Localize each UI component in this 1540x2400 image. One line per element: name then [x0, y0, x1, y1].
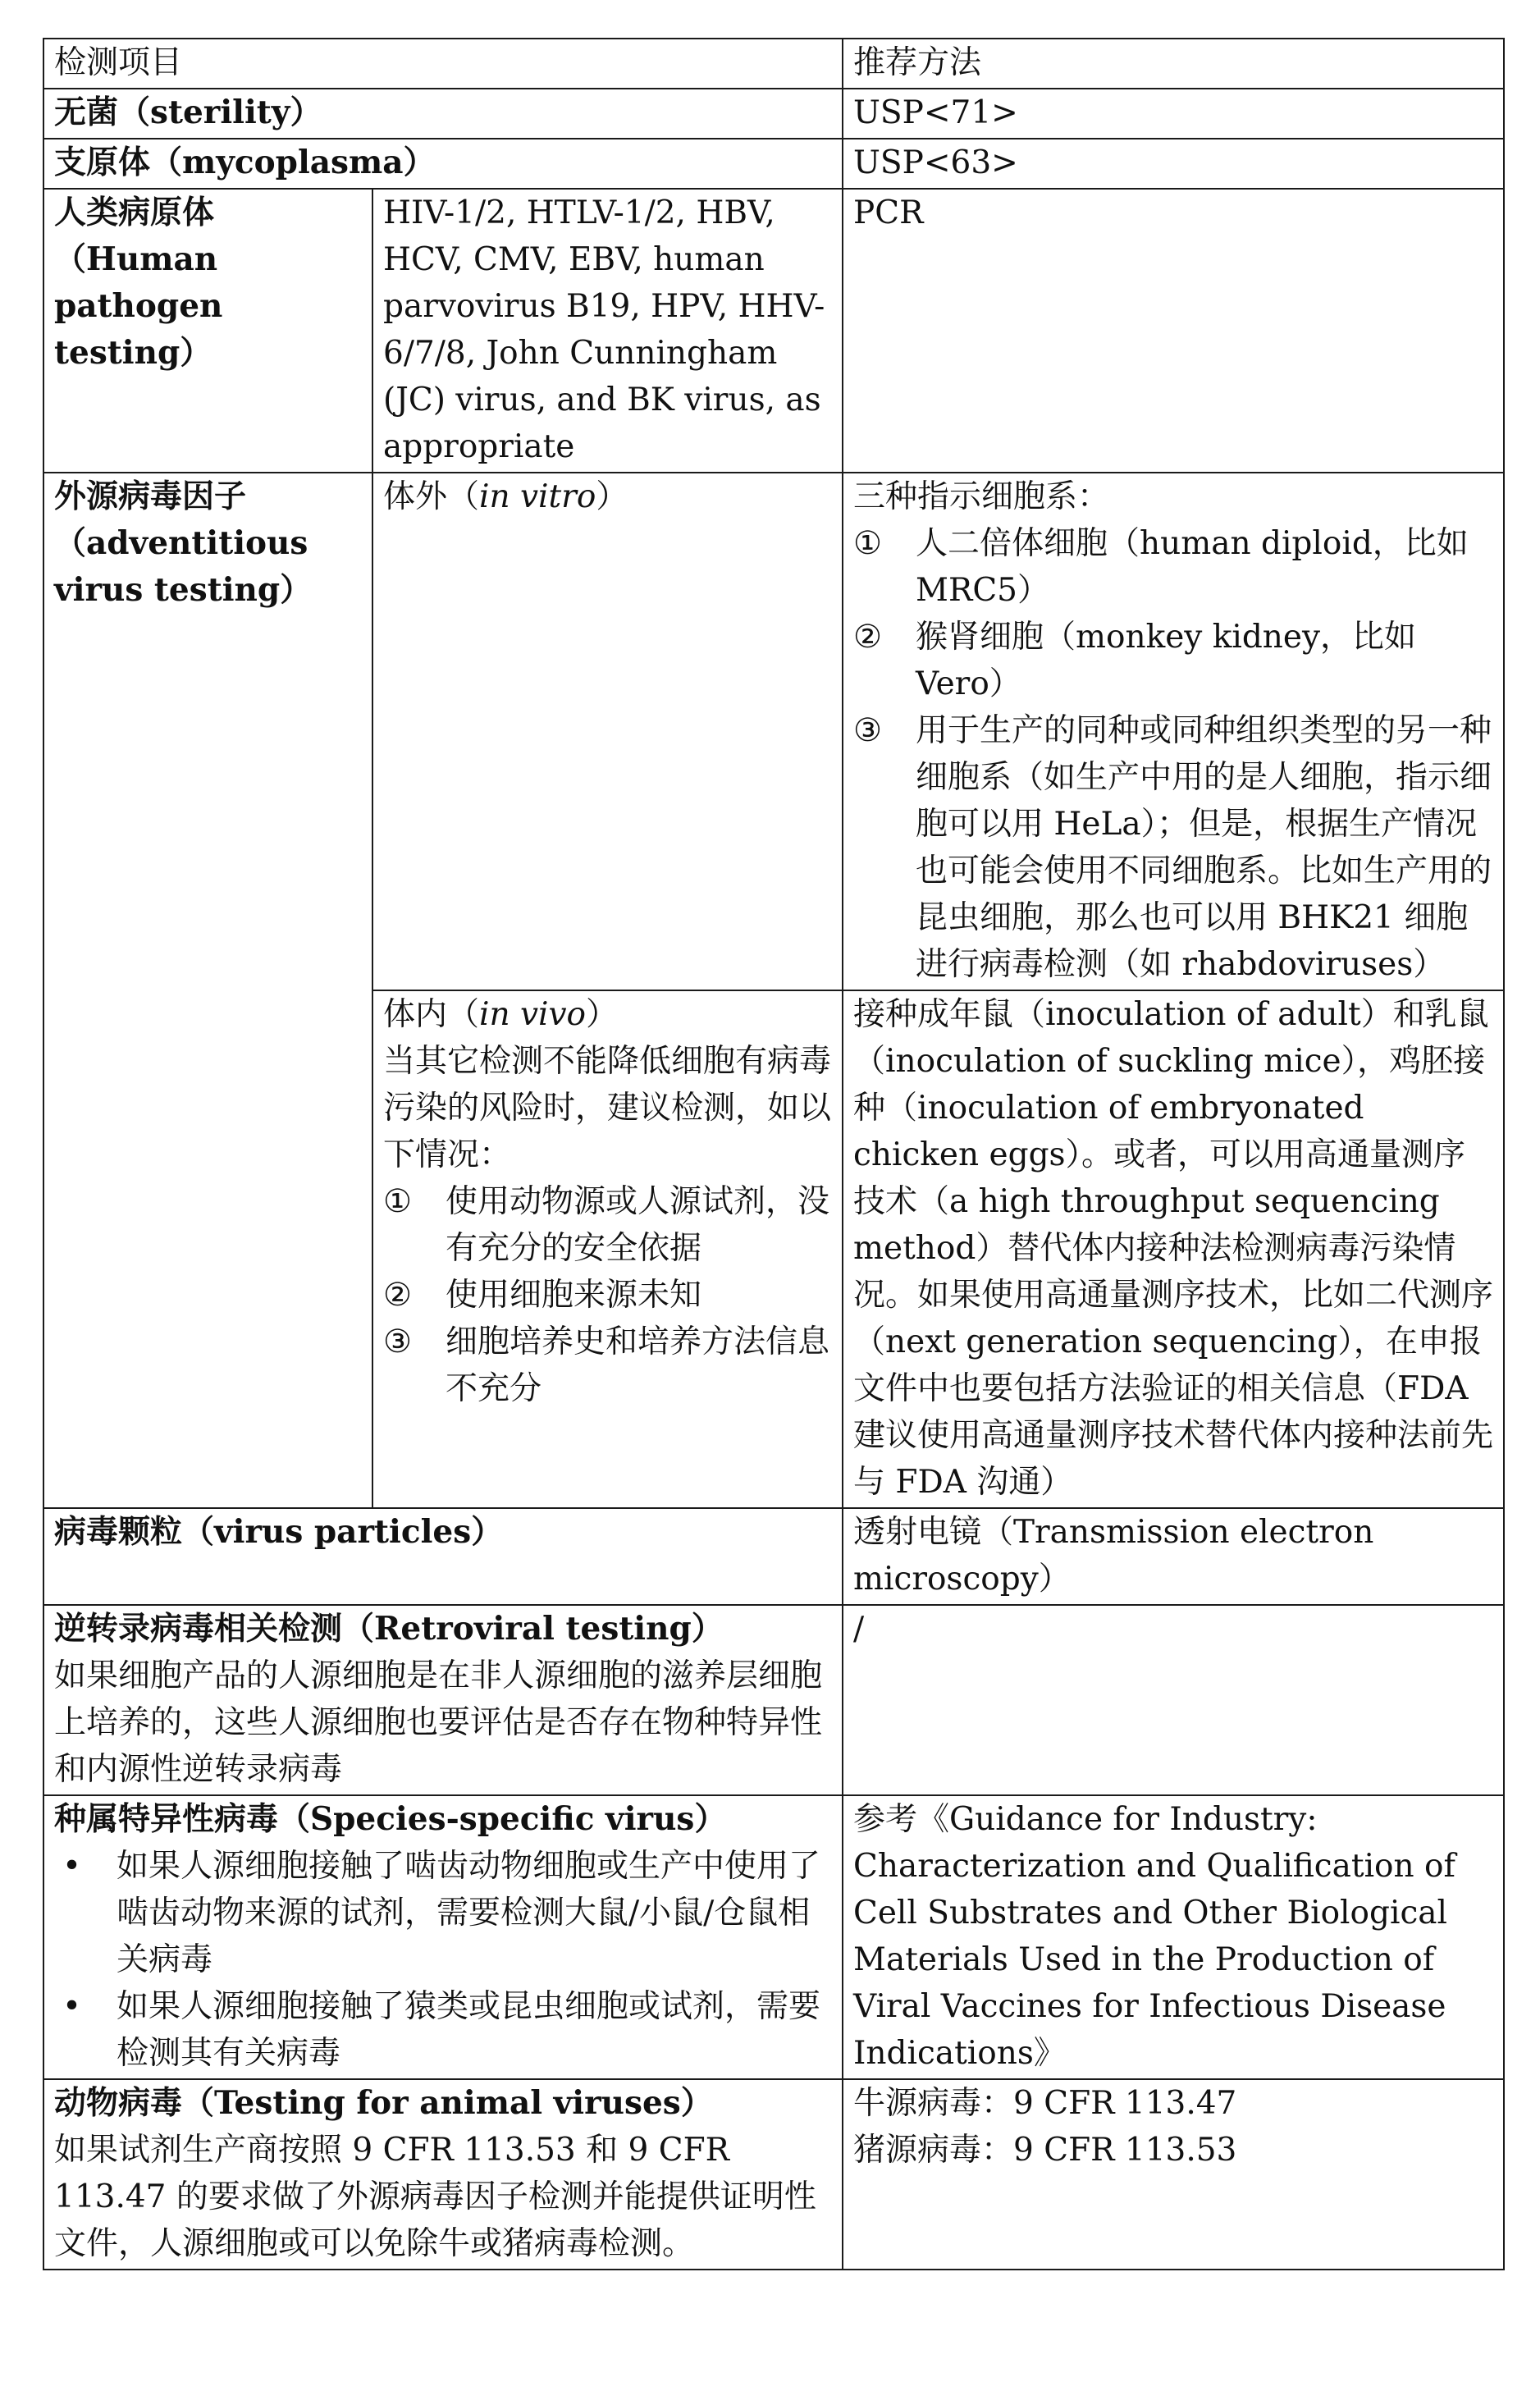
header-item-cell: 检测项目 — [43, 39, 843, 89]
human-pathogen-method-cell: PCR — [843, 189, 1504, 473]
in-vivo-note: 当其它检测不能降低细胞有病毒污染的风险时，建议检测，如以下情况： — [383, 1043, 832, 1173]
porcine-virus-method: 猪源病毒：9 CFR 113.53 — [853, 2132, 1237, 2169]
list-item — [853, 520, 1493, 614]
in-vivo-method-cell: 接种成年鼠（inoculation of adult）和乳鼠（inoculation of suckling mice），鸡胚接种（inoculation of embryonated chicken eggs）。或者，可以用高通量测序技术（a high throughput sequencing method）替代体内接种法检测病毒污染情况。如果使用高通量测序技术，比如二代测序（next generation sequencing），在申报文件中也要包括方法验证的相关信息（FDA 建议使用高通量测序技术替代体内接种法前先与 FDA 沟通） — [843, 990, 1504, 1508]
in-vivo-label-suffix: ） — [586, 996, 619, 1033]
table-row-animal-viruses — [43, 2079, 1504, 2270]
list-item-text: 人二倍体细胞（human diploid，比如 MRC5） — [916, 525, 1469, 609]
table-row-human-pathogen — [43, 189, 1504, 473]
list-item-text: 细胞培养史和培养方法信息不充分 — [446, 1323, 830, 1407]
list-marker: ① — [853, 525, 882, 562]
document-page — [43, 38, 1503, 2270]
list-item-text: 使用细胞来源未知 — [446, 1277, 702, 1314]
in-vitro-label-italic: in vitro — [479, 478, 596, 515]
retroviral-item-cell — [43, 1605, 843, 1795]
in-vivo-label-italic: in vivo — [479, 996, 587, 1033]
list-item — [54, 1983, 832, 2077]
list-item — [853, 707, 1493, 988]
list-marker: ① — [383, 1183, 412, 1220]
in-vitro-label-cell — [372, 473, 843, 990]
table-row-retroviral — [43, 1605, 1504, 1795]
table-row-species-specific — [43, 1795, 1504, 2079]
list-item — [853, 614, 1493, 707]
human-pathogen-detail-cell: HIV-1/2, HTLV-1/2, HBV, HCV, CMV, EBV, human parvovirus B19, HPV, HHV-6/7/8, John Cunningham (JC) virus, and BK virus, as appropriate — [372, 189, 843, 473]
in-vivo-condition-list — [383, 1178, 832, 1412]
list-marker: ③ — [853, 712, 882, 749]
human-pathogen-item-en: （Human pathogen testing） — [54, 240, 223, 372]
retroviral-method-cell: / — [843, 1605, 1504, 1795]
adventitious-item-en: （adventitious virus testing） — [54, 524, 313, 609]
sterility-method-cell: USP<71> — [843, 89, 1504, 139]
in-vivo-label-prefix: 体内（ — [383, 996, 480, 1033]
animal-viruses-desc: 如果试剂生产商按照 9 CFR 113.53 和 9 CFR 113.47 的要求做了外源病毒因子检测并能提供证明性文件，人源细胞或可以免除牛或猪病毒检测。 — [54, 2132, 816, 2262]
indicator-cell-list — [853, 520, 1493, 988]
retroviral-title: 逆转录病毒相关检测（Retroviral testing） — [54, 1610, 724, 1648]
list-item — [54, 1843, 832, 1983]
table-header-row — [43, 39, 1504, 89]
list-marker: ② — [853, 619, 882, 656]
list-item-text: 如果人源细胞接触了啮齿动物细胞或生产中使用了啮齿动物来源的试剂，需要检测大鼠/小鼠/仓鼠相关病毒 — [117, 1848, 821, 1978]
list-item-text: 如果人源细胞接触了猿类或昆虫细胞或试剂，需要检测其有关病毒 — [117, 1988, 821, 2072]
in-vitro-method-cell — [843, 473, 1504, 990]
species-specific-item-cell — [43, 1795, 843, 2079]
species-specific-method-cell: 参考《Guidance for Industry: Characterization and Qualification of Cell Substrates and Other Biological Materials Used in the Production of Viral Vaccines for Infectious Disease Indications》 — [843, 1795, 1504, 2079]
list-item-text: 用于生产的同种或同种组织类型的另一种细胞系（如生产中用的是人细胞，指示细胞可以用 HeLa）；但是，根据生产情况也可能会使用不同细胞系。比如生产用的昆虫细胞，那么也可以用 BHK21 细胞进行病毒检测（如 rhabdoviruses） — [916, 712, 1492, 983]
bovine-virus-method: 牛源病毒：9 CFR 113.47 — [853, 2085, 1237, 2122]
list-marker: ② — [383, 1277, 412, 1314]
table-row-adventitious-in-vitro — [43, 473, 1504, 990]
table-row-mycoplasma — [43, 139, 1504, 189]
adventitious-item-zh: 外源病毒因子 — [54, 478, 247, 515]
in-vitro-label-suffix: ） — [596, 478, 628, 515]
header-method-cell: 推荐方法 — [843, 39, 1504, 89]
bullet-marker: • — [62, 1988, 82, 2025]
table-row-sterility — [43, 89, 1504, 139]
mycoplasma-method-cell: USP<63> — [843, 139, 1504, 189]
adventitious-item-cell — [43, 473, 372, 1508]
species-specific-title: 种属特异性病毒（Species-specific virus） — [54, 1800, 727, 1838]
list-item — [383, 1272, 832, 1319]
list-item-text: 使用动物源或人源试剂，没有充分的安全依据 — [446, 1183, 830, 1267]
in-vivo-label — [383, 991, 832, 1038]
table-row-virus-particles — [43, 1508, 1504, 1605]
animal-viruses-item-cell — [43, 2079, 843, 2270]
animal-viruses-title: 动物病毒（Testing for animal viruses） — [54, 2084, 713, 2122]
in-vivo-label-cell — [372, 990, 843, 1508]
virus-particles-method-cell: 透射电镜（Transmission electron microscopy） — [843, 1508, 1504, 1605]
bullet-marker: • — [62, 1848, 82, 1885]
testing-methods-table — [43, 38, 1505, 2270]
mycoplasma-item-cell: 支原体（mycoplasma） — [43, 139, 843, 189]
sterility-item-cell: 无菌（sterility） — [43, 89, 843, 139]
list-marker: ③ — [383, 1323, 412, 1360]
animal-viruses-method-cell — [843, 2079, 1504, 2270]
list-item — [383, 1178, 832, 1272]
virus-particles-item-cell: 病毒颗粒（virus particles） — [43, 1508, 843, 1605]
human-pathogen-item-zh: 人类病原体 — [54, 194, 215, 231]
in-vitro-label-prefix: 体外（ — [383, 478, 480, 515]
retroviral-desc: 如果细胞产品的人源细胞是在非人源细胞的滋养层细胞上培养的，这些人源细胞也要评估是否存在物种特异性和内源性逆转录病毒 — [54, 1657, 823, 1788]
list-item-text: 猴肾细胞（monkey kidney，比如 Vero） — [916, 619, 1417, 702]
human-pathogen-item-cell — [43, 189, 372, 473]
list-item — [383, 1319, 832, 1412]
species-specific-bullets — [54, 1843, 832, 2077]
in-vitro-method-intro: 三种指示细胞系： — [853, 478, 1110, 515]
